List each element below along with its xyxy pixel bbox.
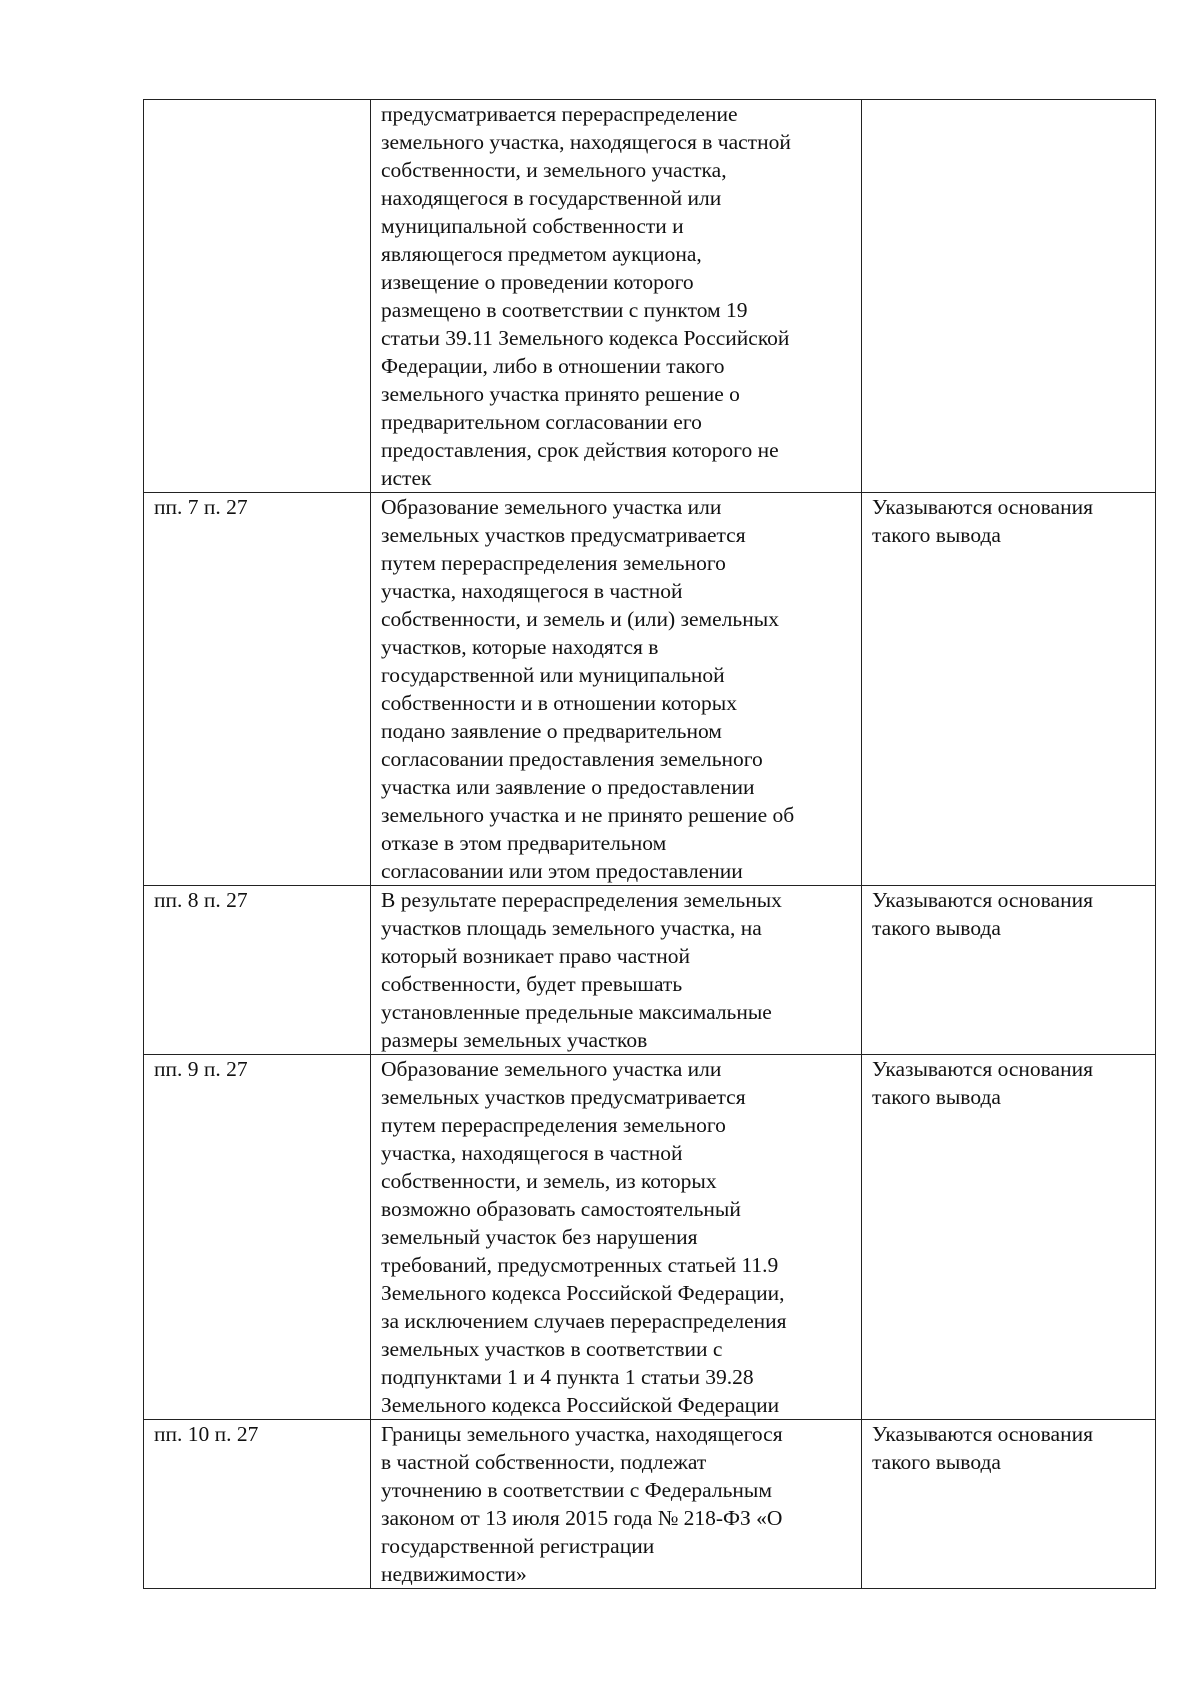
grounds-table-body [144, 100, 1156, 1589]
table-row [144, 886, 1156, 1055]
grounds-table [143, 99, 1156, 1589]
cell-note: Указываются основания такого вывода [862, 493, 1156, 886]
cell-ground-text: Границы земельного участка, находящегося в частной собственности, подлежат уточнению в соответствии с Федеральным законом от 13 июля 2015 года № 218-ФЗ «О государственной регистрации недвижимости» [371, 1420, 862, 1589]
cell-note: Указываются основания такого вывода [862, 1420, 1156, 1589]
table-row [144, 1055, 1156, 1420]
cell-ground-text: предусматривается перераспределение земельного участка, находящегося в частной собственности, и земельного участка, находящегося в государственной или муниципальной собственности и являющегося предметом аукциона, извещение о проведении которого размещено в соответствии с пунктом 19 статьи 39.11 Земельного кодекса Российской Федерации, либо в отношении такого земельного участка принято решение о предварительном согласовании его предоставления, срок действия которого не истек [371, 100, 862, 493]
cell-note [862, 100, 1156, 493]
cell-reference: пп. 7 п. 27 [144, 493, 371, 886]
cell-reference: пп. 8 п. 27 [144, 886, 371, 1055]
cell-note: Указываются основания такого вывода [862, 1055, 1156, 1420]
cell-reference: пп. 9 п. 27 [144, 1055, 371, 1420]
cell-reference: пп. 10 п. 27 [144, 1420, 371, 1589]
table-row [144, 1420, 1156, 1589]
cell-note: Указываются основания такого вывода [862, 886, 1156, 1055]
cell-ground-text: Образование земельного участка или земельных участков предусматривается путем перераспределения земельного участка, находящегося в частной собственности, и земель, из которых возможно образовать самостоятельный земельный участок без нарушения требований, предусмотренных статьей 11.9 Земельного кодекса Российской Федерации, за исключением случаев перераспределения земельных участков в соответствии с подпунктами 1 и 4 пункта 1 статьи 39.28 Земельного кодекса Российской Федерации [371, 1055, 862, 1420]
table-row [144, 100, 1156, 493]
cell-reference [144, 100, 371, 493]
table-row [144, 493, 1156, 886]
cell-ground-text: В результате перераспределения земельных участков площадь земельного участка, на который возникает право частной собственности, будет превышать установленные предельные максимальные размеры земельных участков [371, 886, 862, 1055]
cell-ground-text: Образование земельного участка или земельных участков предусматривается путем перераспределения земельного участка, находящегося в частной собственности, и земель и (или) земельных участков, которые находятся в государственной или муниципальной собственности и в отношении которых подано заявление о предварительном согласовании предоставления земельного участка или заявление о предоставлении земельного участка и не принято решение об отказе в этом предварительном согласовании или этом предоставлении [371, 493, 862, 886]
